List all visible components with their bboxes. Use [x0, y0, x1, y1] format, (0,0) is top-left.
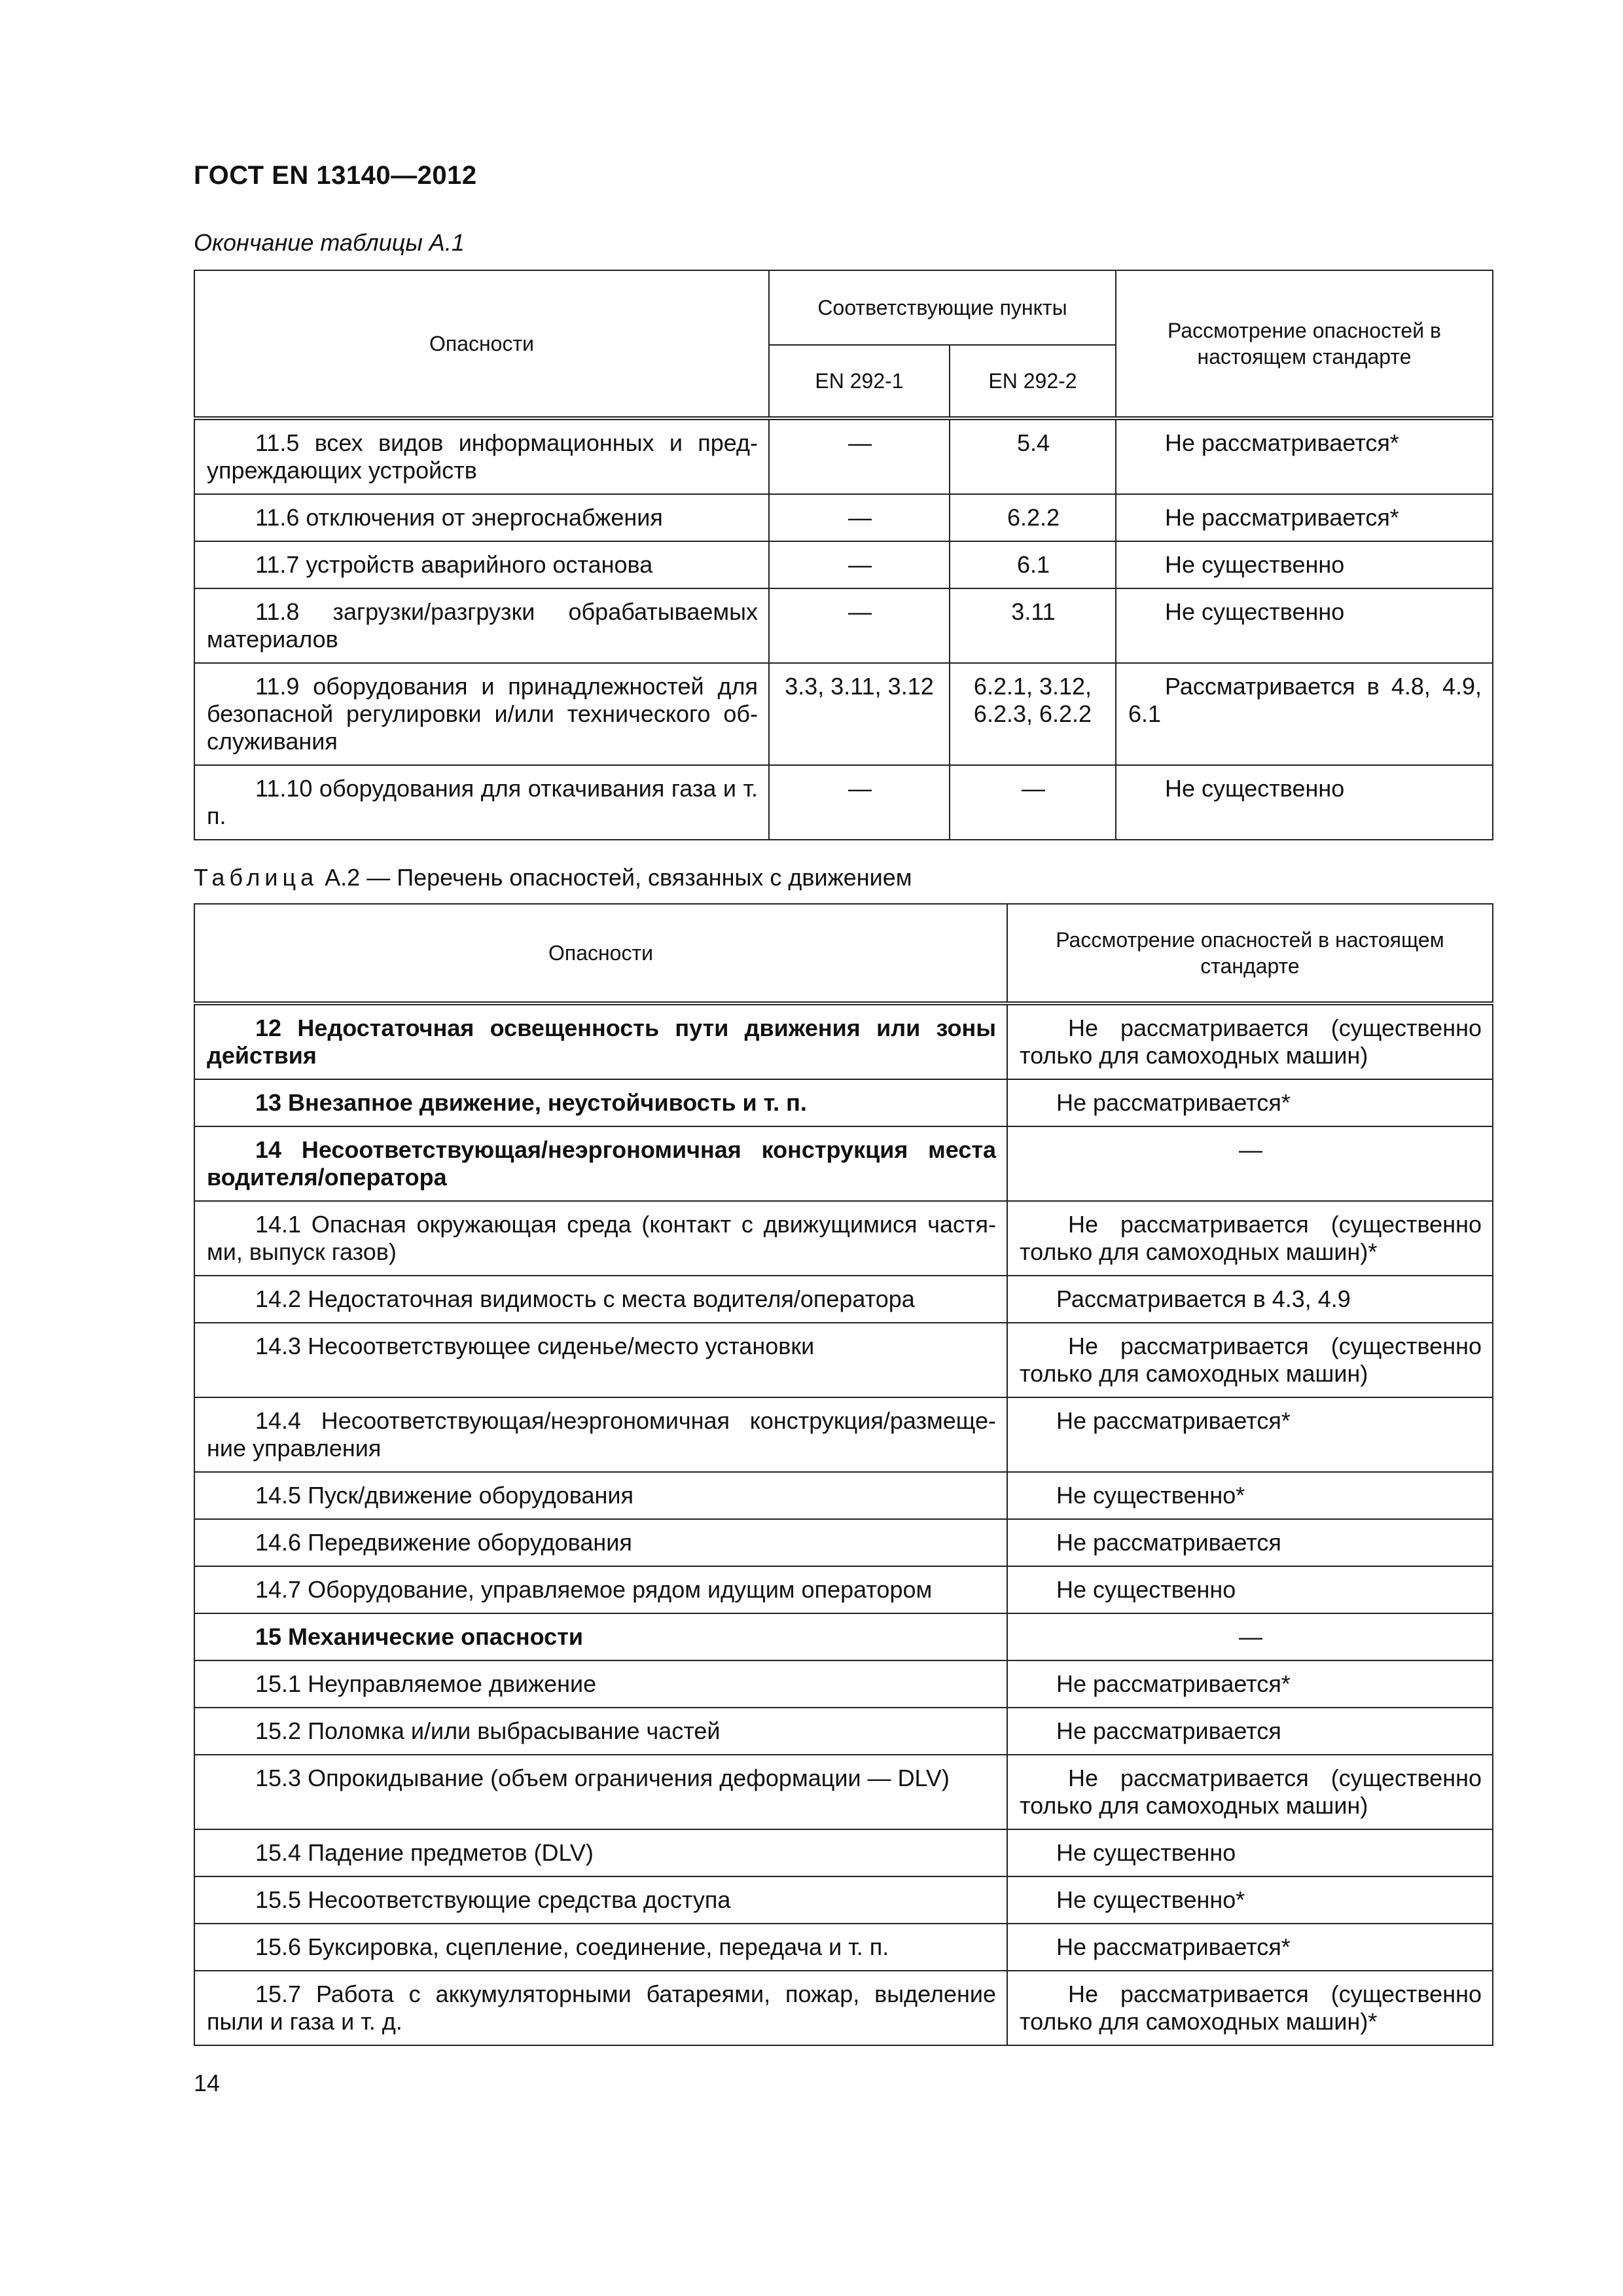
- hazard-cell: 11.9 оборудования и принадлежностей для безопасной регулировки и/или технического об-служивания: [194, 663, 769, 765]
- table-a2-caption: [194, 864, 912, 891]
- consideration-cell: Не рассматривается (существенно только для самоходных машин)*: [1007, 1201, 1493, 1276]
- hazard-cell: 15.2 Поломка и/или выбрасывание частей: [194, 1708, 1007, 1755]
- consideration-cell: Не существенно*: [1007, 1876, 1493, 1924]
- hazard-cell: 14.3 Несоответствующее сиденье/место установки: [194, 1323, 1007, 1397]
- consideration-cell: Рассматривается в 4.8, 4.9, 6.1: [1116, 663, 1493, 765]
- table-row: [194, 1971, 1493, 2045]
- table-a1-caption: Окончание таблицы А.1: [194, 229, 465, 256]
- table-row: [194, 494, 1493, 541]
- consideration-cell: Не существенно: [1007, 1566, 1493, 1613]
- hazard-cell: 15.4 Падение предметов (DLV): [194, 1829, 1007, 1876]
- consideration-cell: Не рассматривается*: [1007, 1079, 1493, 1126]
- consideration-cell: —: [1007, 1613, 1493, 1660]
- header-hazards: Опасности: [194, 270, 769, 418]
- consideration-cell: Не рассматривается*: [1007, 1397, 1493, 1472]
- table-row: [194, 1613, 1493, 1660]
- consideration-cell: Не рассматривается: [1007, 1519, 1493, 1566]
- hazard-cell: 11.6 отключения от энергоснабжения: [194, 494, 769, 541]
- table-a2-caption-label: Таблица: [194, 864, 319, 891]
- consideration-cell: Не существенно: [1116, 541, 1493, 588]
- table-row: [194, 1323, 1493, 1397]
- table-row: [194, 663, 1493, 765]
- table-row: [194, 1660, 1493, 1708]
- table-row: [194, 1708, 1493, 1755]
- consideration-cell: Не существенно: [1116, 588, 1493, 663]
- hazard-cell: 11.10 оборудования для откачивания газа и т. п.: [194, 765, 769, 840]
- consideration-cell: Не рассматривается (существенно только для самоходных машин): [1007, 1323, 1493, 1397]
- table-row: [194, 1829, 1493, 1876]
- consideration-cell: Не существенно: [1007, 1829, 1493, 1876]
- hazard-cell: 14.1 Опасная окружающая среда (контакт с движущимися частя-ми, выпуск газов): [194, 1201, 1007, 1276]
- table-row: [194, 1876, 1493, 1924]
- table-a2-caption-text: А.2 — Перечень опасностей, связанных с движением: [325, 864, 912, 891]
- hazard-cell: 14.6 Передвижение оборудования: [194, 1519, 1007, 1566]
- table-row: [194, 1519, 1493, 1566]
- consideration-cell: Не рассматривается*: [1007, 1924, 1493, 1971]
- hazard-cell: 15 Механические опасности: [194, 1613, 1007, 1660]
- consideration-cell: Не рассматривается*: [1007, 1660, 1493, 1708]
- header-en-292-2: EN 292-2: [950, 345, 1116, 418]
- hazard-cell: 11.8 загрузки/разгрузки обрабатываемых материалов: [194, 588, 769, 663]
- table-row: [194, 1126, 1493, 1201]
- hazard-cell: 12 Недостаточная освещенность пути движения или зоны действия: [194, 1003, 1007, 1079]
- consideration-cell: Не рассматривается (существенно только для самоходных машин): [1007, 1003, 1493, 1079]
- hazard-cell: 15.5 Несоответствующие средства доступа: [194, 1876, 1007, 1924]
- en-292-2-cell: 6.2.2: [950, 494, 1116, 541]
- consideration-cell: Не рассматривается (существенно только для самоходных машин)*: [1007, 1971, 1493, 2045]
- en-292-2-cell: 6.1: [950, 541, 1116, 588]
- header-consideration: Рассмотрение опасностей в настоящем стандарте: [1116, 270, 1493, 418]
- en-292-1-cell: —: [769, 765, 950, 840]
- en-292-1-cell: —: [769, 588, 950, 663]
- table-row: [194, 1397, 1493, 1472]
- hazard-cell: 14 Несоответствующая/неэргономичная конструкция места водителя/оператора: [194, 1126, 1007, 1201]
- header-hazards: Опасности: [194, 904, 1007, 1003]
- en-292-1-cell: 3.3, 3.11, 3.12: [769, 663, 950, 765]
- table-row: [194, 418, 1493, 494]
- hazard-cell: 15.1 Неуправляемое движение: [194, 1660, 1007, 1708]
- table-row: [194, 1003, 1493, 1079]
- hazard-cell: 14.7 Оборудование, управляемое рядом идущим оператором: [194, 1566, 1007, 1613]
- document-header: ГОСТ EN 13140—2012: [194, 161, 477, 190]
- consideration-cell: —: [1007, 1126, 1493, 1201]
- en-292-2-cell: 5.4: [950, 418, 1116, 494]
- hazard-cell: 13 Внезапное движение, неустойчивость и т. п.: [194, 1079, 1007, 1126]
- table-row: [194, 1566, 1493, 1613]
- hazard-cell: 14.5 Пуск/движение оборудования: [194, 1472, 1007, 1519]
- table-row: [194, 541, 1493, 588]
- en-292-1-cell: —: [769, 418, 950, 494]
- table-row: [194, 1079, 1493, 1126]
- table-row: [194, 1201, 1493, 1276]
- consideration-cell: Не рассматривается (существенно только для самоходных машин): [1007, 1755, 1493, 1829]
- en-292-2-cell: 3.11: [950, 588, 1116, 663]
- table-row: [194, 588, 1493, 663]
- table-a2: [194, 903, 1493, 2046]
- table-row: [194, 1472, 1493, 1519]
- hazard-cell: 11.7 устройств аварийного останова: [194, 541, 769, 588]
- consideration-cell: Не рассматривается*: [1116, 418, 1493, 494]
- consideration-cell: Рассматривается в 4.3, 4.9: [1007, 1276, 1493, 1323]
- table-row: [194, 765, 1493, 840]
- hazard-cell: 11.5 всех видов информационных и пред-упреждающих устройств: [194, 418, 769, 494]
- header-consideration: Рассмотрение опасностей в настоящем стандарте: [1007, 904, 1493, 1003]
- table-a1: [194, 270, 1493, 840]
- table-row: [194, 1924, 1493, 1971]
- hazard-cell: 15.6 Буксировка, сцепление, соединение, передача и т. п.: [194, 1924, 1007, 1971]
- hazard-cell: 14.4 Несоответствующая/неэргономичная конструкция/размеще-ние управления: [194, 1397, 1007, 1472]
- en-292-2-cell: 6.2.1, 3.12, 6.2.3, 6.2.2: [950, 663, 1116, 765]
- table-row: [194, 1755, 1493, 1829]
- en-292-1-cell: —: [769, 541, 950, 588]
- en-292-1-cell: —: [769, 494, 950, 541]
- header-en-292-1: EN 292-1: [769, 345, 950, 418]
- hazard-cell: 14.2 Недостаточная видимость с места водителя/оператора: [194, 1276, 1007, 1323]
- consideration-cell: Не существенно*: [1007, 1472, 1493, 1519]
- hazard-cell: 15.3 Опрокидывание (объем ограничения деформации — DLV): [194, 1755, 1007, 1829]
- page-number: 14: [194, 2070, 221, 2096]
- table-row: [194, 1276, 1493, 1323]
- en-292-2-cell: —: [950, 765, 1116, 840]
- hazard-cell: 15.7 Работа с аккумуляторными батареями, пожар, выделение пыли и газа и т. д.: [194, 1971, 1007, 2045]
- consideration-cell: Не рассматривается*: [1116, 494, 1493, 541]
- consideration-cell: Не рассматривается: [1007, 1708, 1493, 1755]
- header-clauses: Соответствующие пункты: [769, 270, 1116, 345]
- consideration-cell: Не существенно: [1116, 765, 1493, 840]
